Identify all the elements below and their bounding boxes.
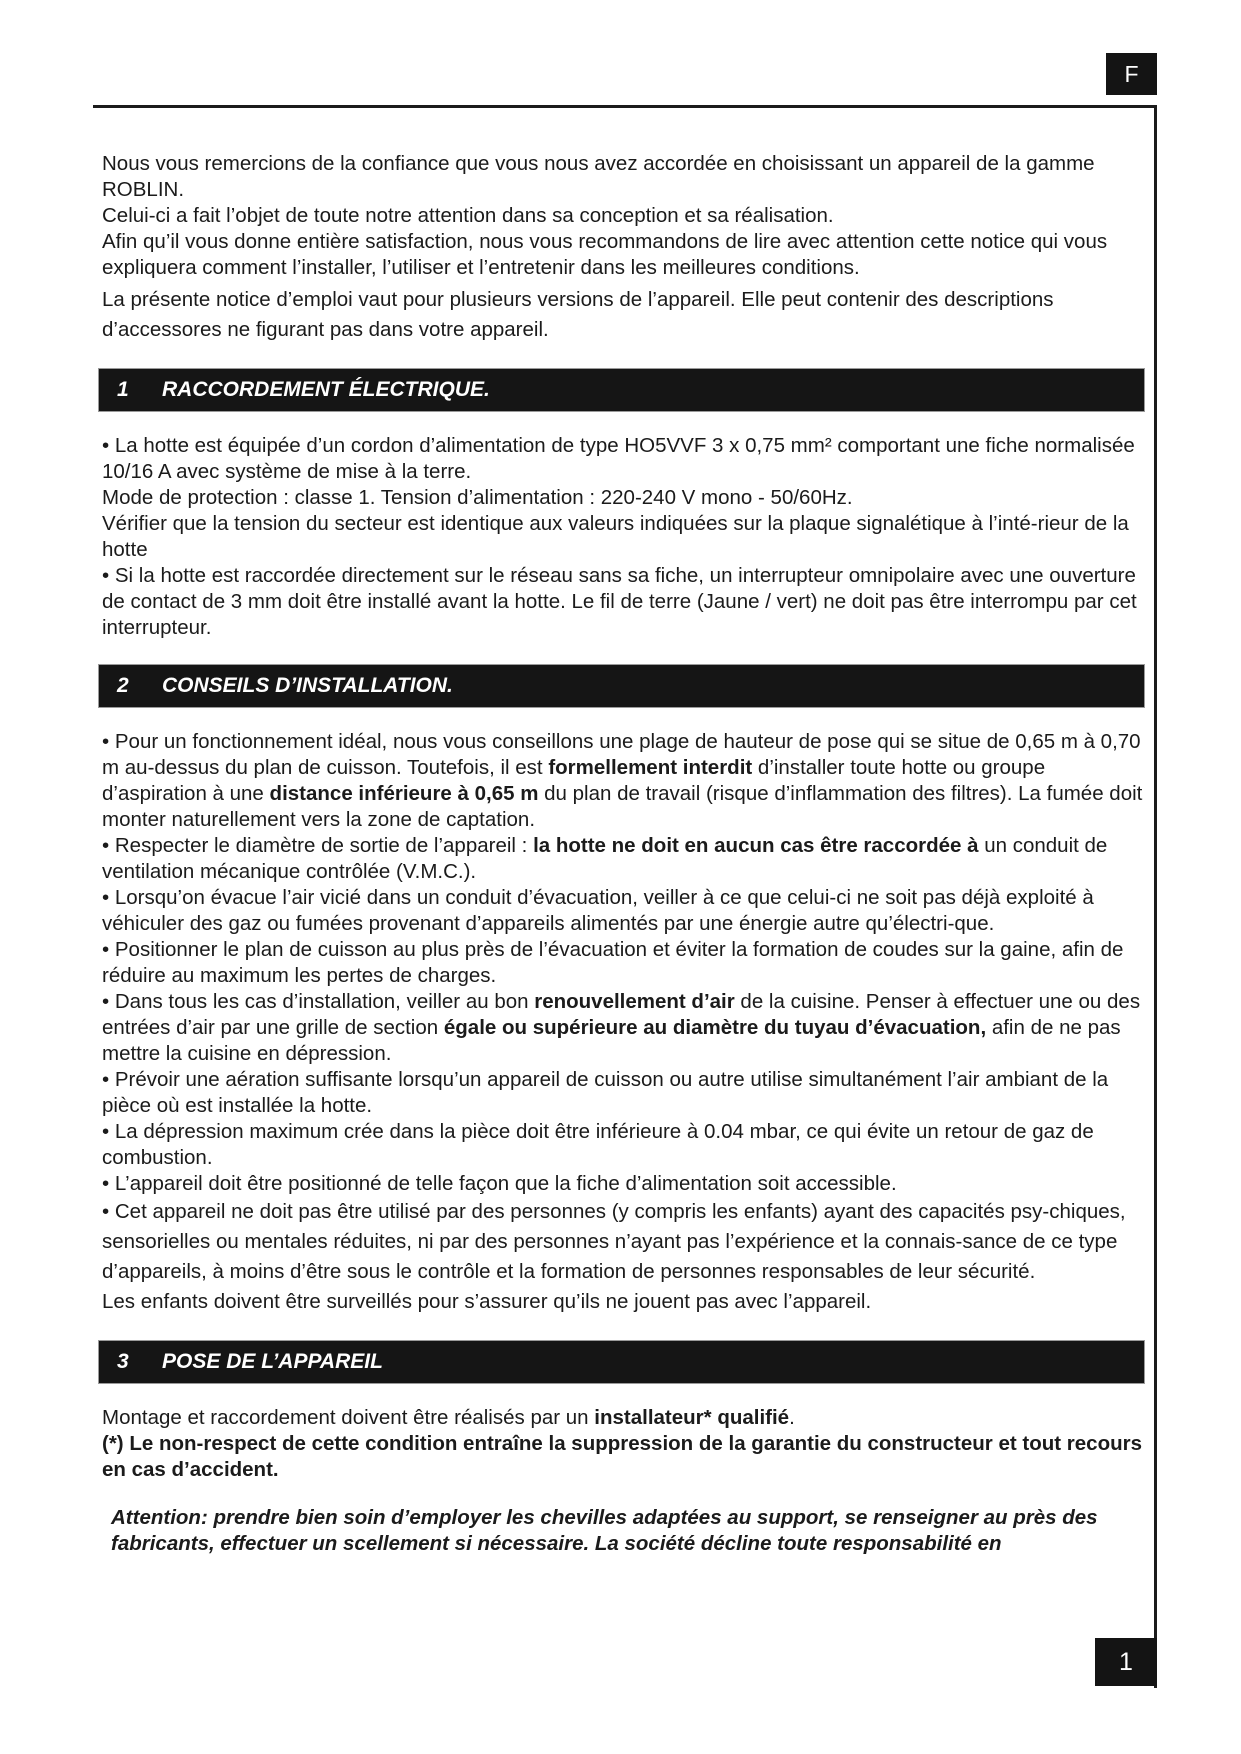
- bold-text: installateur* qualifié: [594, 1406, 790, 1429]
- text-run: de la cuisine. Penser à effectuer une ou des entrées d’air par une grille de section: [102, 990, 1141, 1039]
- section-body: [102, 1405, 1146, 1557]
- bold-text: distance inférieure à 0,65 m: [269, 782, 539, 805]
- language-tab: [1106, 53, 1157, 95]
- section-number: 3: [117, 1350, 129, 1373]
- bold-text: renouvellement d’air: [534, 990, 735, 1013]
- text-run: .: [789, 1406, 795, 1429]
- body-paragraph: • Positionner le plan de cuisson au plus près de l’évacuation et éviter la formation de coudes sur la gaine, afin de réduire au maximum les pertes de charges.: [102, 938, 1124, 987]
- intro-paragraph: Nous vous remercions de la confiance que vous nous avez accordée en choisissant un appareil de la gamme ROBLIN.: [102, 152, 1095, 201]
- section-2: [102, 665, 1146, 1317]
- section-title: CONSEILS D’INSTALLATION.: [162, 674, 453, 697]
- body-paragraph: • Prévoir une aération suffisante lorsqu’un appareil de cuisson ou autre utilise simultanément l’air ambiant de la pièce où est installée la hotte.: [102, 1068, 1109, 1117]
- bold-text: égale ou supérieure au diamètre du tuyau d’évacuation,: [443, 1016, 987, 1039]
- body-paragraph: [102, 1405, 1146, 1431]
- text-run: d’installer toute hotte ou groupe d’aspiration à une: [102, 756, 1046, 805]
- section-header: [99, 369, 1144, 411]
- body-paragraph: • L’appareil doit être positionné de telle façon que la fiche d’alimentation soit accessible.: [102, 1172, 897, 1195]
- section-title: RACCORDEMENT ÉLECTRIQUE.: [162, 378, 490, 401]
- text-run: du plan de travail (risque d’inflammation des filtres). La fumée doit monter naturellement vers la zone de captation.: [102, 782, 1143, 831]
- section-number: 1: [117, 378, 129, 401]
- intro: [102, 151, 1146, 345]
- text-run: • Respecter le diamètre de sortie de l’appareil :: [102, 834, 534, 857]
- body-paragraph: • Si la hotte est raccordée directement sur le réseau sans sa fiche, un interrupteur omnipolaire avec une ouverture de contact de 3 mm doit être installé avant la hotte. Le fil de terre (Jaune / vert) ne doit pas être interrompu par cet interrupteur.: [102, 564, 1137, 639]
- section-3: [102, 1341, 1146, 1557]
- section-header: [99, 1341, 1144, 1383]
- page-number-tab: [1095, 1638, 1157, 1686]
- text-run: • Pour un fonctionnement idéal, nous vous conseillons une plage de hauteur de pose qui se situe de 0,65 m à 0,70 m au-dessus du plan de cuisson. Toutefois, il est: [102, 730, 1141, 779]
- language-tab-label: F: [1124, 60, 1139, 87]
- body-paragraph: Mode de protection : classe 1. Tension d’alimentation : 220-240 V mono - 50/60Hz.: [102, 486, 853, 509]
- text-run: Montage et raccordement doivent être réalisés par un: [102, 1406, 595, 1429]
- body-paragraph: • La dépression maximum crée dans la pièce doit être inférieure à 0.04 mbar, ce qui évite un retour de gaz de combustion.: [102, 1120, 1094, 1169]
- body-paragraph: • Lorsqu’on évacue l’air vicié dans un conduit d’évacuation, veiller à ce que celui-ci ne soit pas déjà exploité à véhiculer des gaz ou fumées provenant d’appareils alimentés par une énergie autre qu’électri-que.: [102, 886, 1094, 935]
- attention-note: Attention: prendre bien soin d’employer les chevilles adaptées au support, se renseigner au près des fabricants, effectuer un scellement si nécessaire. La société décline toute responsabilité en: [111, 1506, 1098, 1555]
- body-paragraph: • La hotte est équipée d’un cordon d’alimentation de type HO5VVF 3 x 0,75 mm² comportant une fiche normalisée 10/16 A avec système de mise à la terre.: [102, 434, 1135, 483]
- top-rule: [93, 105, 1157, 108]
- content: [102, 151, 1146, 1578]
- bold-text: formellement interdit: [548, 756, 753, 779]
- warranty-note: (*) Le non-respect de cette condition entraîne la suppression de la garantie du constructeur et tout recours en cas d’accident.: [102, 1432, 1142, 1481]
- body-paragraph: [102, 729, 1146, 833]
- intro-paragraph: La présente notice d’emploi vaut pour plusieurs versions de l’appareil. Elle peut contenir des descriptions d’accessores ne figurant pas dans votre appareil.: [102, 288, 1054, 341]
- body-paragraph: Les enfants doivent être surveillés pour s’assurer qu’ils ne jouent pas avec l’appareil.: [102, 1290, 872, 1313]
- text-run: afin de ne pas mettre la cuisine en dépression.: [102, 1016, 1121, 1065]
- section-body: [102, 729, 1146, 1317]
- section-header: [99, 665, 1144, 707]
- section-title: POSE DE L’APPAREIL: [162, 1350, 383, 1373]
- section-body: [102, 433, 1146, 641]
- right-rule: [1154, 105, 1157, 1688]
- body-paragraph: Vérifier que la tension du secteur est identique aux valeurs indiquées sur la plaque signalétique à l’inté-rieur de la hotte: [102, 512, 1129, 561]
- body-paragraph: • Cet appareil ne doit pas être utilisé par des personnes (y compris les enfants) ayant des capacités psy-chiques, sensorielles ou mentales réduites, ni par des personnes n’ayant pas l’expérience et la connais-sance de ce type d’appareils, à moins d’être sous le contrôle et la formation de personnes responsables de leur sécurité.: [102, 1200, 1126, 1283]
- section-number: 2: [117, 674, 129, 697]
- body-paragraph: [102, 833, 1146, 885]
- page-number: 1: [1119, 1647, 1133, 1676]
- body-paragraph: [102, 989, 1146, 1067]
- bold-text: la hotte ne doit en aucun cas être raccordée à: [533, 834, 979, 857]
- intro-paragraph: Celui-ci a fait l’objet de toute notre attention dans sa conception et sa réalisation.: [102, 204, 834, 227]
- intro-paragraph: Afin qu’il vous donne entière satisfaction, nous vous recommandons de lire avec attention cette notice qui vous expliquera comment l’installer, l’utiliser et l’entretenir dans les meilleures conditions.: [102, 230, 1108, 279]
- section-1: [102, 369, 1146, 641]
- text-run: • Dans tous les cas d’installation, veiller au bon: [102, 990, 535, 1013]
- text-run: un conduit de ventilation mécanique contrôlée (V.M.C.).: [102, 834, 1108, 883]
